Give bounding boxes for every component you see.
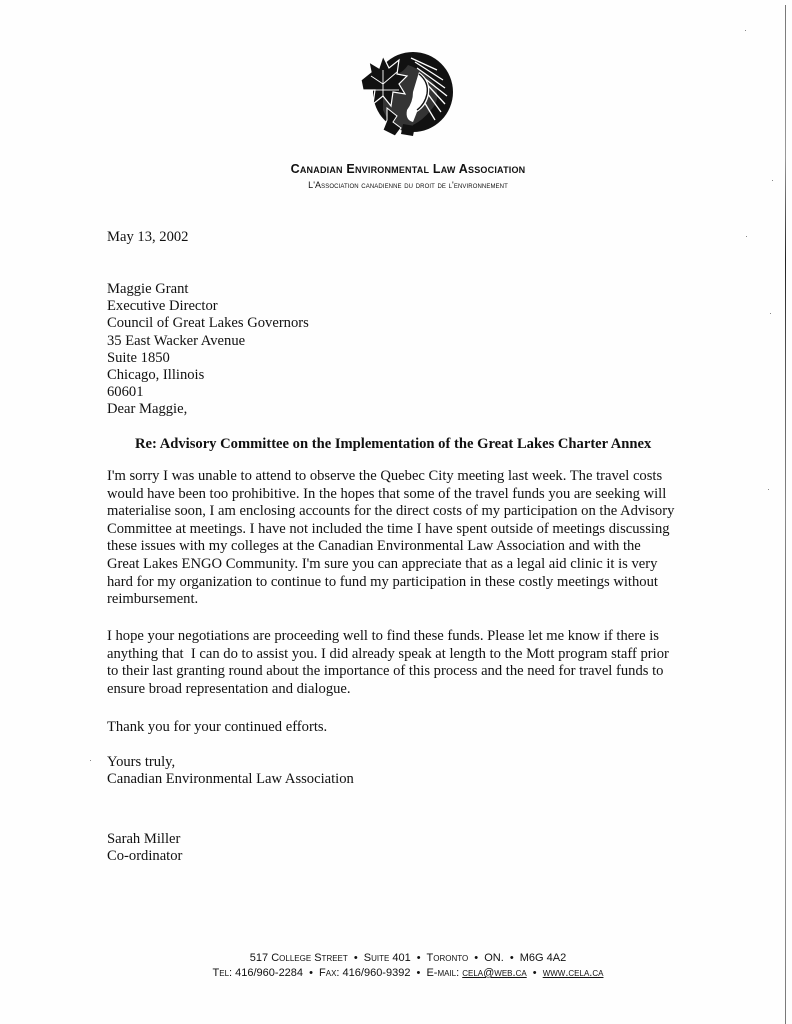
recipient-street: 35 East Wacker Avenue [107, 332, 246, 349]
recipient-title: Executive Director [107, 298, 218, 315]
footer-city: Toronto [426, 952, 469, 964]
signer-title: Co-ordinator [107, 848, 183, 865]
paragraph-line: these issues with my colleges at the Canadian Environmental Law Association and with the [107, 538, 641, 555]
closing-phrase: Yours truly, [107, 754, 176, 770]
paragraph-line: I hope your negotiations are proceeding well to find these funds. Please let me know if there is [107, 628, 659, 644]
footer-suite: Suite 401 [363, 952, 411, 964]
bullet-separator: • [474, 952, 479, 964]
paragraph-line: hard for my organization to continue to fund my participation in these costly meetings without [107, 573, 658, 590]
bullet-separator: • [353, 952, 358, 964]
body-paragraph-1 [107, 468, 727, 609]
tel-number: 416/960-2284 [235, 967, 304, 979]
letter-date: May 13, 2002 [107, 229, 189, 245]
bullet-separator: • [416, 967, 421, 979]
thank-you-line: Thank you for your continued efforts. [107, 719, 328, 735]
scan-speck [90, 760, 91, 761]
footer-contact [0, 967, 792, 979]
fax-number: 416/960-9392 [342, 967, 411, 979]
salutation: Dear Maggie, [107, 401, 188, 417]
paragraph-line: Committee at meetings. I have not included the time I have spent outside of meetings discussing [107, 520, 670, 537]
recipient-postal: 60601 [107, 384, 144, 401]
footer-address [0, 952, 792, 964]
paragraph-line: reimbursement. [107, 591, 199, 608]
bullet-separator: • [309, 967, 313, 979]
recipient-address [107, 281, 309, 401]
maple-leaf-face-emblem-icon [353, 50, 459, 142]
email-label: E-mail: [426, 967, 460, 979]
paragraph-line: to their last granting round about the importance of this process and the need for travel funds to [107, 663, 664, 680]
footer-province: ON. [484, 952, 504, 964]
fax-label: Fax: [319, 967, 340, 979]
recipient-suite: Suite 1850 [107, 349, 170, 366]
organization-name-french: L'Association canadienne du droit de l'environnement [308, 180, 508, 190]
subject-line: Re: Advisory Committee on the Implementation of the Great Lakes Charter Annex [135, 436, 652, 452]
tel-label: Tel: [212, 967, 233, 979]
body-paragraph-2 [107, 628, 727, 698]
scan-speck [770, 313, 771, 314]
bullet-separator: • [509, 952, 514, 964]
recipient-city: Chicago, Illinois [107, 367, 205, 384]
signer-name: Sarah Miller [107, 831, 181, 847]
organization-name: Canadian Environmental Law Association [290, 162, 526, 176]
footer-postal-code: M6G 4A2 [519, 952, 567, 964]
scan-speck [745, 30, 746, 31]
paragraph-line: would have been too prohibitive. In the hopes that some of the travel funds you are seeking will [107, 485, 667, 502]
scan-edge-line [785, 5, 786, 1024]
footer-street: 517 College Street [249, 952, 348, 964]
paragraph-line: ensure broad representation and dialogue. [107, 680, 351, 697]
website-link[interactable]: www.cela.ca [542, 967, 604, 979]
closing [107, 754, 354, 788]
paragraph-line: anything that I can do to assist you. I did already speak at length to the Mott program staff prior [107, 645, 669, 662]
signature-block [107, 831, 182, 865]
recipient-name: Maggie Grant [107, 281, 189, 297]
paragraph-line: Great Lakes ENGO Community. I'm sure you can appreciate that as a legal aid clinic it is very [107, 555, 658, 572]
paragraph-line: I'm sorry I was unable to attend to observe the Quebec City meeting last week. The travel costs [107, 468, 663, 484]
bullet-separator: • [416, 952, 421, 964]
scan-speck [772, 180, 773, 181]
bullet-separator: • [532, 967, 537, 979]
scan-speck [768, 489, 769, 490]
paragraph-line: materialise soon, I am enclosing accounts for the direct costs of my participation on the Advisory [107, 503, 675, 520]
scan-speck [746, 236, 747, 237]
closing-organization: Canadian Environmental Law Association [107, 771, 354, 788]
recipient-organization: Council of Great Lakes Governors [107, 315, 309, 332]
email-link[interactable]: cela@web.ca [462, 967, 527, 979]
